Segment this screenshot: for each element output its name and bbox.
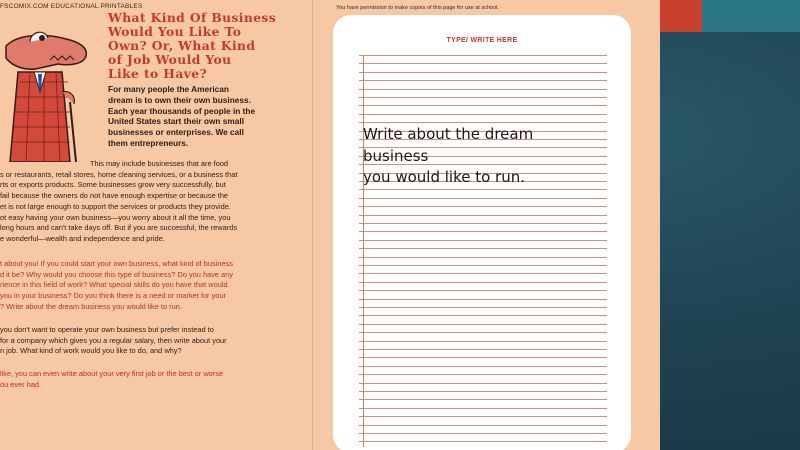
intro-paragraph [108,84,308,149]
ruled-line [359,441,607,442]
text-line: e wonderful—wealth and independence and pride. [0,233,165,243]
text-line: s or restaurants, retail stores, home cleaning services, or a business that [0,169,238,179]
ruled-line [359,374,607,375]
ruled-line [359,189,607,190]
text-line: like, you can even write about your very first job or the best or worse [0,369,224,378]
title-line: What Kind Of Business [108,10,277,25]
title-line: Would You Like To [108,23,242,39]
prompt-line: Write about the dream [363,125,534,143]
ruled-line [359,408,607,409]
text-line: n job. What kind of work would you like to do, and why? [0,346,182,356]
title-line: Own? Or, What Kind [108,37,256,53]
text-line: ot easy having your own business—you worry about it all the time, you [0,212,231,222]
paragraph-first-job [0,369,300,390]
ruled-line [359,223,607,224]
ruled-line [359,265,607,266]
margin-line [363,55,364,447]
brand-header: FSCOMIX.COM EDUCATIONAL PRINTABLES [0,3,143,10]
ruled-line [359,80,607,81]
paragraph-about-you [0,259,300,313]
text-line: This may include businesses that are food [90,159,229,168]
writing-prompt-text[interactable] [363,124,613,189]
ruled-line [359,97,607,98]
ruled-line [359,198,607,199]
paragraph-businesses [0,159,300,245]
ruled-line [359,433,607,434]
text-line: t about you! If you could start your own business, what kind of business [0,259,233,268]
ruled-line [359,114,607,115]
ruled-line [359,105,607,106]
text-line: for a company which gives you a regular salary, then write about your [0,335,227,345]
accent-bar-red [659,0,702,32]
ruled-line [359,215,607,216]
ruled-line [359,341,607,342]
text-line: fail because the owners do not have enough expertise or because the [0,191,229,201]
ruled-line [359,63,607,64]
intro-line: businesses or enterprises. We call [108,127,244,138]
intro-line: Each year thousands of people in the [108,105,256,116]
ruled-line [359,89,607,90]
text-line: d it be? Why would you choose this type of business? Do you have any [0,269,233,279]
accent-bar-teal [702,0,800,32]
ruled-line [359,357,607,358]
ruled-line [359,383,607,384]
prompt-line: you would like to run. [363,168,525,186]
crocodile-mascot-illustration [0,12,100,162]
text-line: long hours and can't take days off. But if you are successful, the rewards [0,223,238,233]
text-line: rts or exports products. Some businesses grow very successfully, but [0,180,226,190]
ruled-line [359,399,607,400]
ruled-line [359,349,607,350]
ruled-line [359,315,607,316]
ruled-line [359,299,607,300]
text-line: you don't want to operate your own business but prefer instead to [0,325,214,334]
text-line: rience in this field of work? What special skills do you have that would [0,280,228,290]
paragraph-job [0,325,300,357]
ruled-line [359,307,607,308]
ruled-line [359,366,607,367]
ruled-line [359,416,607,417]
ruled-line [359,72,607,73]
ruled-line [359,248,607,249]
text-line: ou ever had. [0,379,42,389]
ruled-line [359,324,607,325]
ruled-writing-area[interactable] [359,55,607,447]
worksheet-title [108,11,308,81]
ruled-line [359,273,607,274]
ruled-line [359,332,607,333]
writing-card [333,15,631,450]
text-line: et is not large enough to support the services or products they provide. [0,201,231,211]
intro-line: them entrepreneurs. [108,137,189,148]
text-line: ? Write about the dream business you would like to run. [0,301,182,311]
card-header: TYPE/ WRITE HERE [446,37,518,44]
intro-line: dream is to own their own business. [108,94,251,105]
text-line: you in your business? Do you think there is a need or market for your [0,291,226,301]
ruled-line [359,282,607,283]
ruled-line [359,391,607,392]
permission-note: You have permission to make copies of this page for use at school. [336,5,499,11]
prompt-line: business [363,146,429,165]
ruled-line [359,425,607,426]
ruled-line [359,231,607,232]
title-line: Like to Have? [108,65,208,81]
ruled-line [359,257,607,258]
title-line: of Job Would You [108,51,232,67]
ruled-line [359,290,607,291]
intro-line: United States start their own small [108,116,245,127]
ruled-line [359,240,607,241]
page-fold [312,0,313,450]
intro-line: For many people the American [108,84,229,94]
ruled-line [359,206,607,207]
ruled-line [359,55,607,56]
